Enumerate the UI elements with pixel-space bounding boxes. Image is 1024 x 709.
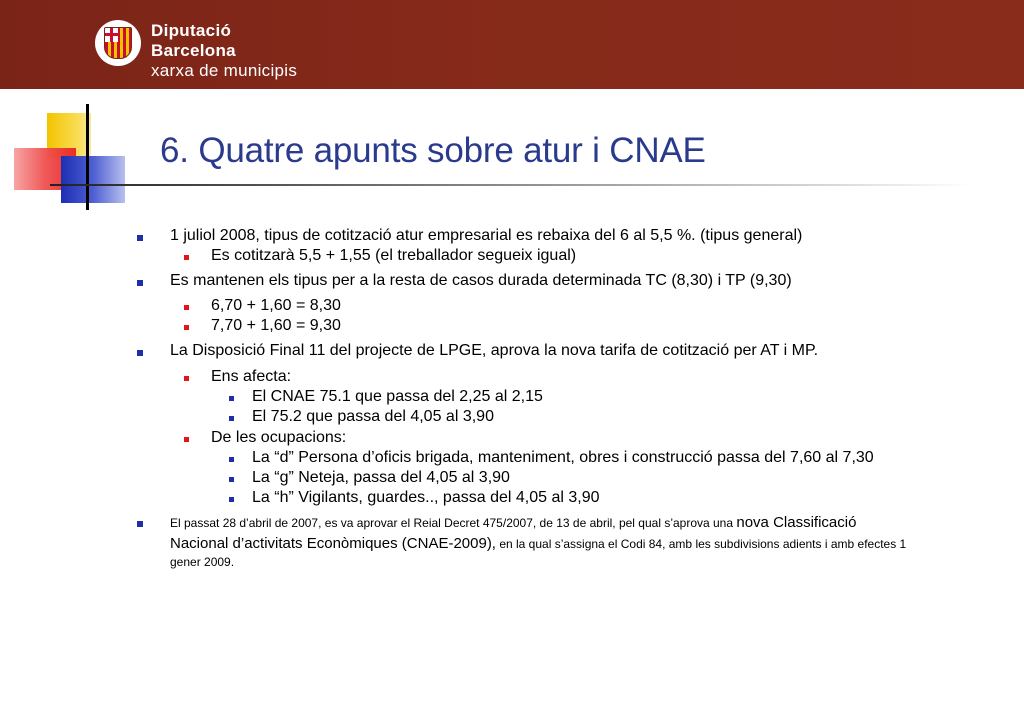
decor-blue-square	[61, 156, 125, 203]
list-item: La Disposició Final 11 del projecte de LPGE, aprova la nova tarifa de cotització per AT i MP.	[170, 342, 819, 359]
list-item: El 75.2 que passa del 4,05 al 3,90	[252, 408, 494, 425]
list-item: 7,70 + 1,60 = 9,30	[211, 317, 341, 334]
title-underline	[50, 184, 970, 186]
bullet-level2	[184, 255, 189, 260]
decor-vertical-line	[86, 104, 89, 210]
bullet-level3	[229, 396, 234, 401]
bullet-level1	[137, 280, 143, 286]
bullet-level3	[229, 457, 234, 462]
brand-line-3: xarxa de municipis	[151, 61, 298, 80]
diputacio-logo	[95, 20, 141, 66]
bullet-level3	[229, 497, 234, 502]
list-item	[170, 514, 856, 532]
brand-line-2: Barcelona	[151, 41, 236, 60]
list-item: 6,70 + 1,60 = 8,30	[211, 297, 341, 314]
list-item: La “d” Persona d’oficis brigada, manteniment, obres i construcció passa del 7,60 al 7,30	[252, 449, 874, 466]
bullet-level2	[184, 376, 189, 381]
item4-text-d: en la qual s’assigna el Codi 84, amb les subdivisions adients i amb efectes 1	[495, 537, 907, 551]
bullet-level3	[229, 416, 234, 421]
brand-name	[151, 21, 297, 81]
list-item: De les ocupacions:	[211, 429, 347, 446]
list-item: Es mantenen els tipus per a la resta de casos durada determinada TC (8,30) i TP (9,30)	[170, 272, 792, 289]
list-item: 1 juliol 2008, tipus de cotització atur empresarial es rebaixa del 6 al 5,5 %. (tipus general)	[170, 227, 803, 244]
list-item-continuation	[170, 535, 906, 553]
coat-of-arms-icon	[104, 27, 132, 59]
bullet-level2	[184, 305, 189, 310]
header-banner	[0, 0, 1024, 89]
bullet-level2	[184, 325, 189, 330]
item4-text-a: El passat 28 d’abril de 2007, es va aprovar el Reial Decret 475/2007, de 13 de abril, pel qual s’aprova una	[170, 516, 737, 530]
list-item-continuation: gener 2009.	[170, 555, 235, 569]
list-item: Es cotitzarà 5,5 + 1,55 (el treballador segueix igual)	[211, 247, 577, 264]
bullet-level2	[184, 437, 189, 442]
bullet-level1	[137, 521, 143, 527]
list-item: El CNAE 75.1 que passa del 2,25 al 2,15	[252, 388, 543, 405]
list-item: La “h” Vigilants, guardes.., passa del 4,05 al 3,90	[252, 489, 600, 506]
item4-text-c: Nacional d’activitats Econòmiques (CNAE-2009),	[170, 535, 496, 552]
list-item: La “g” Neteja, passa del 4,05 al 3,90	[252, 469, 510, 486]
slide-title: 6. Quatre apunts sobre atur i CNAE	[160, 131, 706, 170]
bullet-level3	[229, 477, 234, 482]
brand-line-1: Diputació	[151, 21, 232, 40]
item4-text-b: nova Classificació	[736, 514, 857, 531]
bullet-level1	[137, 350, 143, 356]
list-item: Ens afecta:	[211, 368, 292, 385]
bullet-level1	[137, 235, 143, 241]
